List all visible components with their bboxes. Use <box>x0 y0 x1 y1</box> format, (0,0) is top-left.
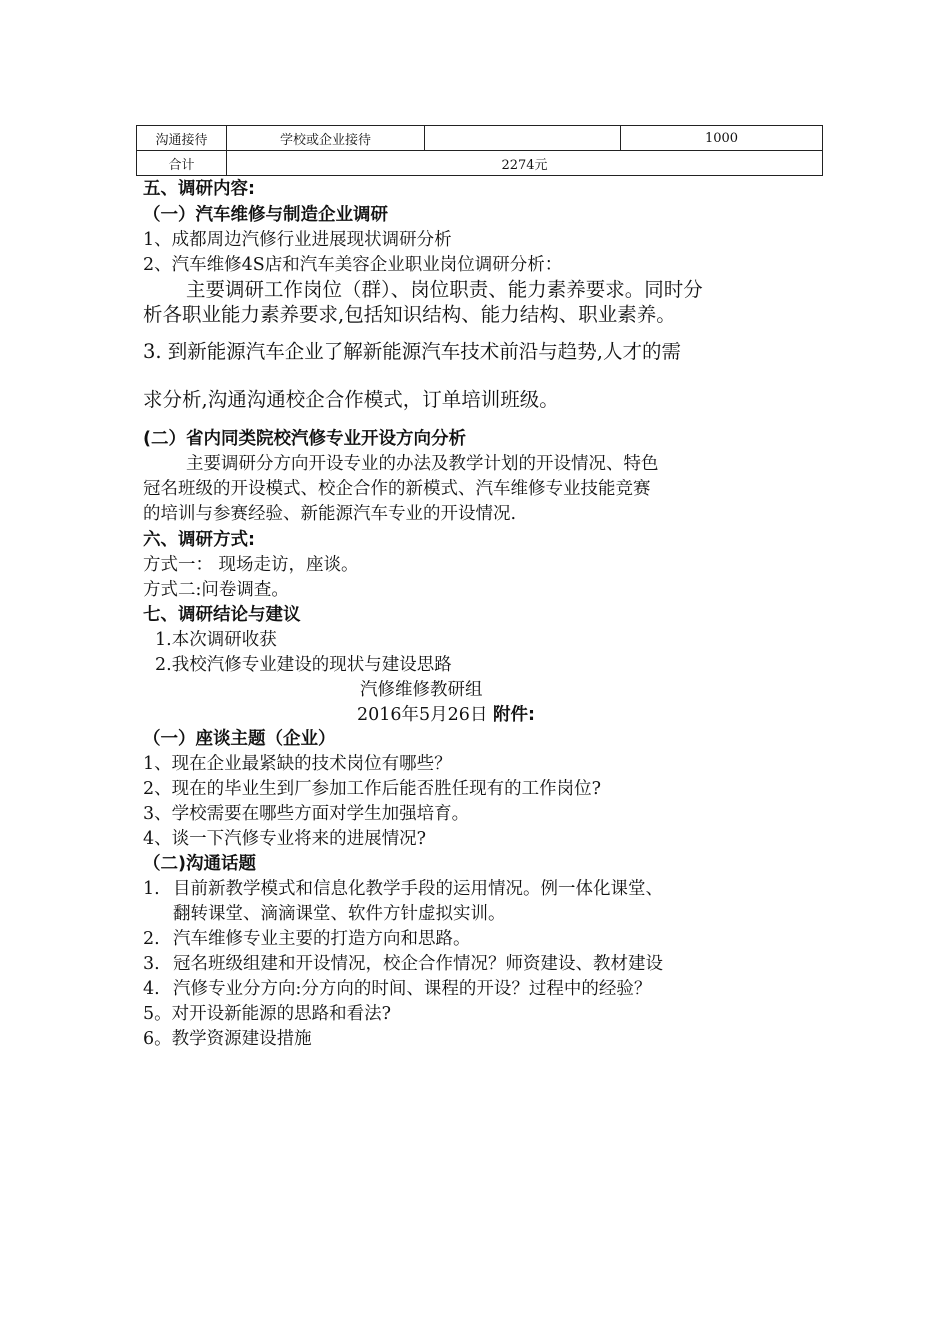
signature-date: 2016年5月26日 <box>357 705 488 725</box>
paragraph-line: 析各职业能力素养要求,包括知识结构、能力结构、职业素养。 <box>143 303 676 326</box>
table-cell: 合计 <box>137 151 227 176</box>
section-heading: 六、调研方式: <box>143 530 255 550</box>
list-item: 方式二:问卷调查。 <box>143 580 289 600</box>
item-text: 冠名班级组建和开设情况，校企合作情况？师资建设、教材建设 <box>173 954 663 974</box>
table-cell: 1000 <box>621 126 823 151</box>
numbered-item <box>143 927 471 951</box>
numbered-item <box>143 952 663 976</box>
list-item: 1、现在企业最紧缺的技术岗位有哪些？ <box>143 754 452 774</box>
item-text: 目前新教学模式和信息化教学手段的运用情况。例一体化课堂、 <box>173 879 663 899</box>
section-heading: 五、调研内容: <box>143 179 255 199</box>
list-item: 2、现在的毕业生到厂参加工作后能否胜任现有的工作岗位? <box>143 779 602 799</box>
numbered-item-continuation: 翻转课堂、滴滴课堂、软件方针虚拟实训。 <box>173 904 506 924</box>
signature-line <box>357 703 535 727</box>
item-text: 汽车维修专业主要的打造方向和思路。 <box>173 929 471 949</box>
table-cell: 沟通接待 <box>137 126 227 151</box>
item-number: 2. <box>143 929 160 949</box>
paragraph-line: 主要调研工作岗位（群）、岗位职责、能力素养要求。同时分 <box>186 278 703 301</box>
subsection-heading: （二)沟通话题 <box>143 854 256 874</box>
item-number: 4. <box>143 979 160 999</box>
subsection-heading: （一）汽车维修与制造企业调研 <box>143 205 388 225</box>
list-item: 2、汽车维修4S店和汽车美容企业职业岗位调研分析： <box>143 255 563 275</box>
appendix-label: 附件: <box>493 705 536 725</box>
table-cell: 2274元 <box>227 151 823 176</box>
paragraph-line: 的培训与参赛经验、新能源汽车专业的开设情况. <box>143 504 517 524</box>
subsection-heading: （一）座谈主题（企业） <box>143 729 336 749</box>
section-heading: 七、调研结论与建议 <box>143 605 301 625</box>
table-cell <box>425 126 621 151</box>
item-number: 1. <box>143 879 160 899</box>
item-number: 3. <box>143 954 160 974</box>
table-row <box>137 126 823 151</box>
signature-group: 汽修维修教研组 <box>360 680 483 700</box>
table-row <box>137 151 823 176</box>
subsection-heading: (二）省内同类院校汽修专业开设方向分析 <box>143 429 466 449</box>
list-item: 方式一： 现场走访，座谈。 <box>143 555 359 575</box>
list-item: 1、成都周边汽修行业进展现状调研分析 <box>143 230 452 250</box>
paragraph-line: 3. 到新能源汽车企业了解新能源汽车技术前沿与趋势,人才的需 <box>143 340 682 363</box>
list-item: 4、谈一下汽修专业将来的进展情况? <box>143 829 427 849</box>
numbered-item <box>143 977 651 1001</box>
list-item: 5。对开设新能源的思路和看法? <box>143 1004 392 1024</box>
item-text: 汽修专业分方向:分方向的时间、课程的开设？过程中的经验？ <box>173 979 652 999</box>
budget-table <box>136 125 823 176</box>
list-item: 6。教学资源建设措施 <box>143 1029 312 1049</box>
numbered-item <box>143 877 663 901</box>
paragraph-line: 冠名班级的开设模式、校企合作的新模式、汽车维修专业技能竞赛 <box>143 479 651 499</box>
table-cell: 学校或企业接待 <box>227 126 425 151</box>
list-item: 2.我校汽修专业建设的现状与建设思路 <box>155 655 452 675</box>
paragraph-line: 求分析,沟通沟通校企合作模式，订单培训班级。 <box>143 388 559 411</box>
paragraph-line: 主要调研分方向开设专业的办法及教学计划的开设情况、特色 <box>186 454 659 474</box>
list-item: 3、学校需要在哪些方面对学生加强培育。 <box>143 804 470 824</box>
list-item: 1.本次调研收获 <box>155 630 277 650</box>
